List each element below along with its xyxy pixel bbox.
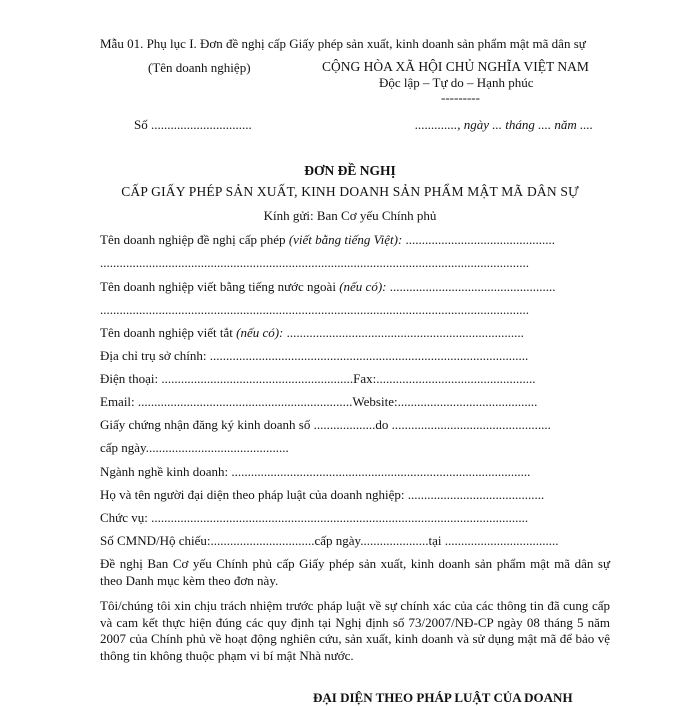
field-email-website: Email: ..................................................................Website:........................................... — [100, 394, 538, 409]
field-note: (nếu có): — [236, 325, 284, 340]
form-code: Mẫu 01. Phụ lục I. Đơn đề nghị cấp Giấy phép sản xuất, kinh doanh sản phẩm mật mã dân sự — [100, 36, 586, 51]
field-phone-fax: Điện thoại: ...........................................................Fax:................................................. — [100, 371, 536, 386]
country-name: CỘNG HÒA XÃ HỘI CHỦ NGHĨA VIỆT NAM — [322, 59, 589, 74]
field-name-vietnamese — [100, 232, 555, 248]
field-label: Tên doanh nghiệp viết tắt — [100, 325, 237, 340]
field-note: (nếu có): — [339, 279, 387, 294]
request-paragraph: Đề nghị Ban Cơ yếu Chính phủ cấp Giấy phép sản xuất, kinh doanh sản phẩm mật mã dân sự theo Danh mục kèm theo đơn này. — [100, 556, 610, 588]
field-note: (viết bằng tiếng Việt): — [288, 232, 403, 247]
field-dots: ......................................................................... — [283, 325, 524, 340]
field-certificate-date: cấp ngày............................................ — [100, 440, 289, 455]
field-dots: ................................................... — [386, 279, 556, 294]
field-name-vietnamese-continued: .................................................................................................................................... — [100, 255, 529, 270]
document-title: ĐƠN ĐỀ NGHỊ — [304, 163, 396, 178]
motto: Độc lập – Tự do – Hạnh phúc — [379, 75, 534, 90]
field-business-certificate: Giấy chứng nhận đăng ký kinh doanh số ...................do ................................................. — [100, 417, 551, 432]
field-position: Chức vụ: .................................................................................................................... — [100, 510, 529, 525]
motto-separator: --------- — [441, 90, 480, 105]
field-label: Tên doanh nghiệp đề nghị cấp phép — [100, 232, 289, 247]
commitment-paragraph: Tôi/chúng tôi xin chịu trách nhiệm trước pháp luật về sự chính xác của các thông tin đã cung cấp và cam kết thực hiện đúng các quy định tại Nghị định số 73/2007/NĐ-CP ngày 08 tháng 5 năm 2007 của Chính phủ về hoạt động nghiên cứu, sản xuất, kinh doanh và sử dụng mật mã để bảo vệ thông tin không thuộc phạm vi bí mật Nhà nước. — [100, 598, 610, 663]
field-id-card: Số CMND/Hộ chiếu:................................cấp ngày.....................tại ................................... — [100, 533, 559, 548]
field-legal-representative: Họ và tên người đại diện theo pháp luật của doanh nghiệp: .......................................... — [100, 487, 545, 502]
document-number: Số ............................... — [134, 117, 252, 132]
field-name-foreign — [100, 279, 555, 295]
field-label: Tên doanh nghiệp viết bằng tiếng nước ngoài — [100, 279, 340, 294]
field-dots: .............................................. — [402, 232, 556, 247]
recipient: Kính gửi: Ban Cơ yếu Chính phủ — [263, 208, 437, 223]
field-address: Địa chỉ trụ sở chính: .................................................................................................. — [100, 348, 529, 363]
document-subtitle: CẤP GIẤY PHÉP SẢN XUẤT, KINH DOANH SẢN PHẨM MẬT MÃ DÂN SỰ — [121, 184, 579, 199]
signature-title: ĐẠI DIỆN THEO PHÁP LUẬT CỦA DOANH — [313, 690, 573, 705]
field-name-short — [100, 325, 524, 341]
field-business-sector: Ngành nghề kinh doanh: ............................................................................................ — [100, 464, 531, 479]
field-name-foreign-continued: .................................................................................................................................... — [100, 302, 529, 317]
document-date: ............., ngày ... tháng .... năm .... — [415, 117, 594, 132]
company-placeholder: (Tên doanh nghiệp) — [148, 60, 251, 75]
